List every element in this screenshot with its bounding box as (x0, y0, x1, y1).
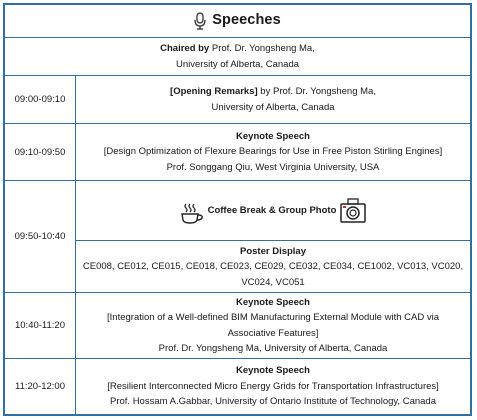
poster-title: Poster Display (240, 245, 306, 257)
session-speaker: Prof. Dr. Yongsheng Ma, University of Alberta, Canada (158, 343, 388, 354)
session-details (76, 293, 470, 358)
session-topic: [Design Optimization of Flexure Bearings for Use in Free Piston Stirling Engines] (103, 146, 443, 158)
session-details (76, 124, 470, 180)
session-topic-line-1: [Integration of a Well-defined BIM Manufacturing External Module with CAD via (107, 312, 439, 323)
coffee-break-cell (76, 181, 470, 240)
coffee-cup-icon (180, 202, 204, 224)
microphone-icon (194, 12, 206, 30)
session-time: 09:00-09:10 (5, 76, 76, 123)
chair-line-2: University of Alberta, Canada (175, 58, 300, 70)
session-row-opening (5, 75, 470, 123)
chair-row (5, 37, 470, 75)
session-row-keynote-3 (5, 358, 470, 414)
speeches-schedule-table (3, 3, 472, 416)
session-type: Keynote Speech (236, 365, 310, 377)
session-row-break-poster (5, 180, 470, 292)
session-topic: [Resilient Interconnected Micro Energy Grids for Transportation Infrastructures] (107, 380, 439, 392)
session-row-keynote-1 (5, 123, 470, 180)
session-affiliation: University of Alberta, Canada (211, 101, 335, 113)
camera-icon (340, 198, 366, 224)
session-topic-line-2: Associative Features] (227, 327, 319, 339)
session-type: Keynote Speech (236, 296, 310, 308)
session-speaker: Prof. Hossam A.Gabbar, University of Ontario Institute of Technology, Canada (110, 396, 436, 408)
session-speaker: Prof. Songgang Qiu, West Virginia University, USA (166, 161, 380, 173)
session-time: 09:10-09:50 (5, 124, 76, 180)
session-time: 10:40-11:20 (5, 293, 76, 358)
session-details (76, 76, 470, 123)
session-row-keynote-2 (5, 292, 470, 358)
page-title: Speeches (212, 12, 281, 29)
session-type: Keynote Speech (236, 130, 310, 142)
poster-display-cell (76, 241, 470, 293)
poster-ids-line-1: CE008, CE012, CE015, CE018, CE023, CE029, CE032, CE034, CE1002, VC013, VC020, (82, 261, 464, 273)
chair-line-1: Chaired by Prof. Dr. Yongsheng Ma, (160, 43, 315, 54)
session-time: 09:50-10:40 (5, 181, 76, 292)
poster-ids-line-2: VC024, VC051 (241, 276, 305, 288)
session-time: 11:20-12:00 (5, 359, 76, 414)
session-title-line: [Opening Remarks] by Prof. Dr. Yongsheng Ma, (170, 86, 376, 97)
header-row (5, 5, 470, 37)
coffee-break-label: Coffee Break & Group Photo (207, 205, 337, 216)
header-title-group (194, 12, 281, 30)
session-details (76, 359, 470, 414)
